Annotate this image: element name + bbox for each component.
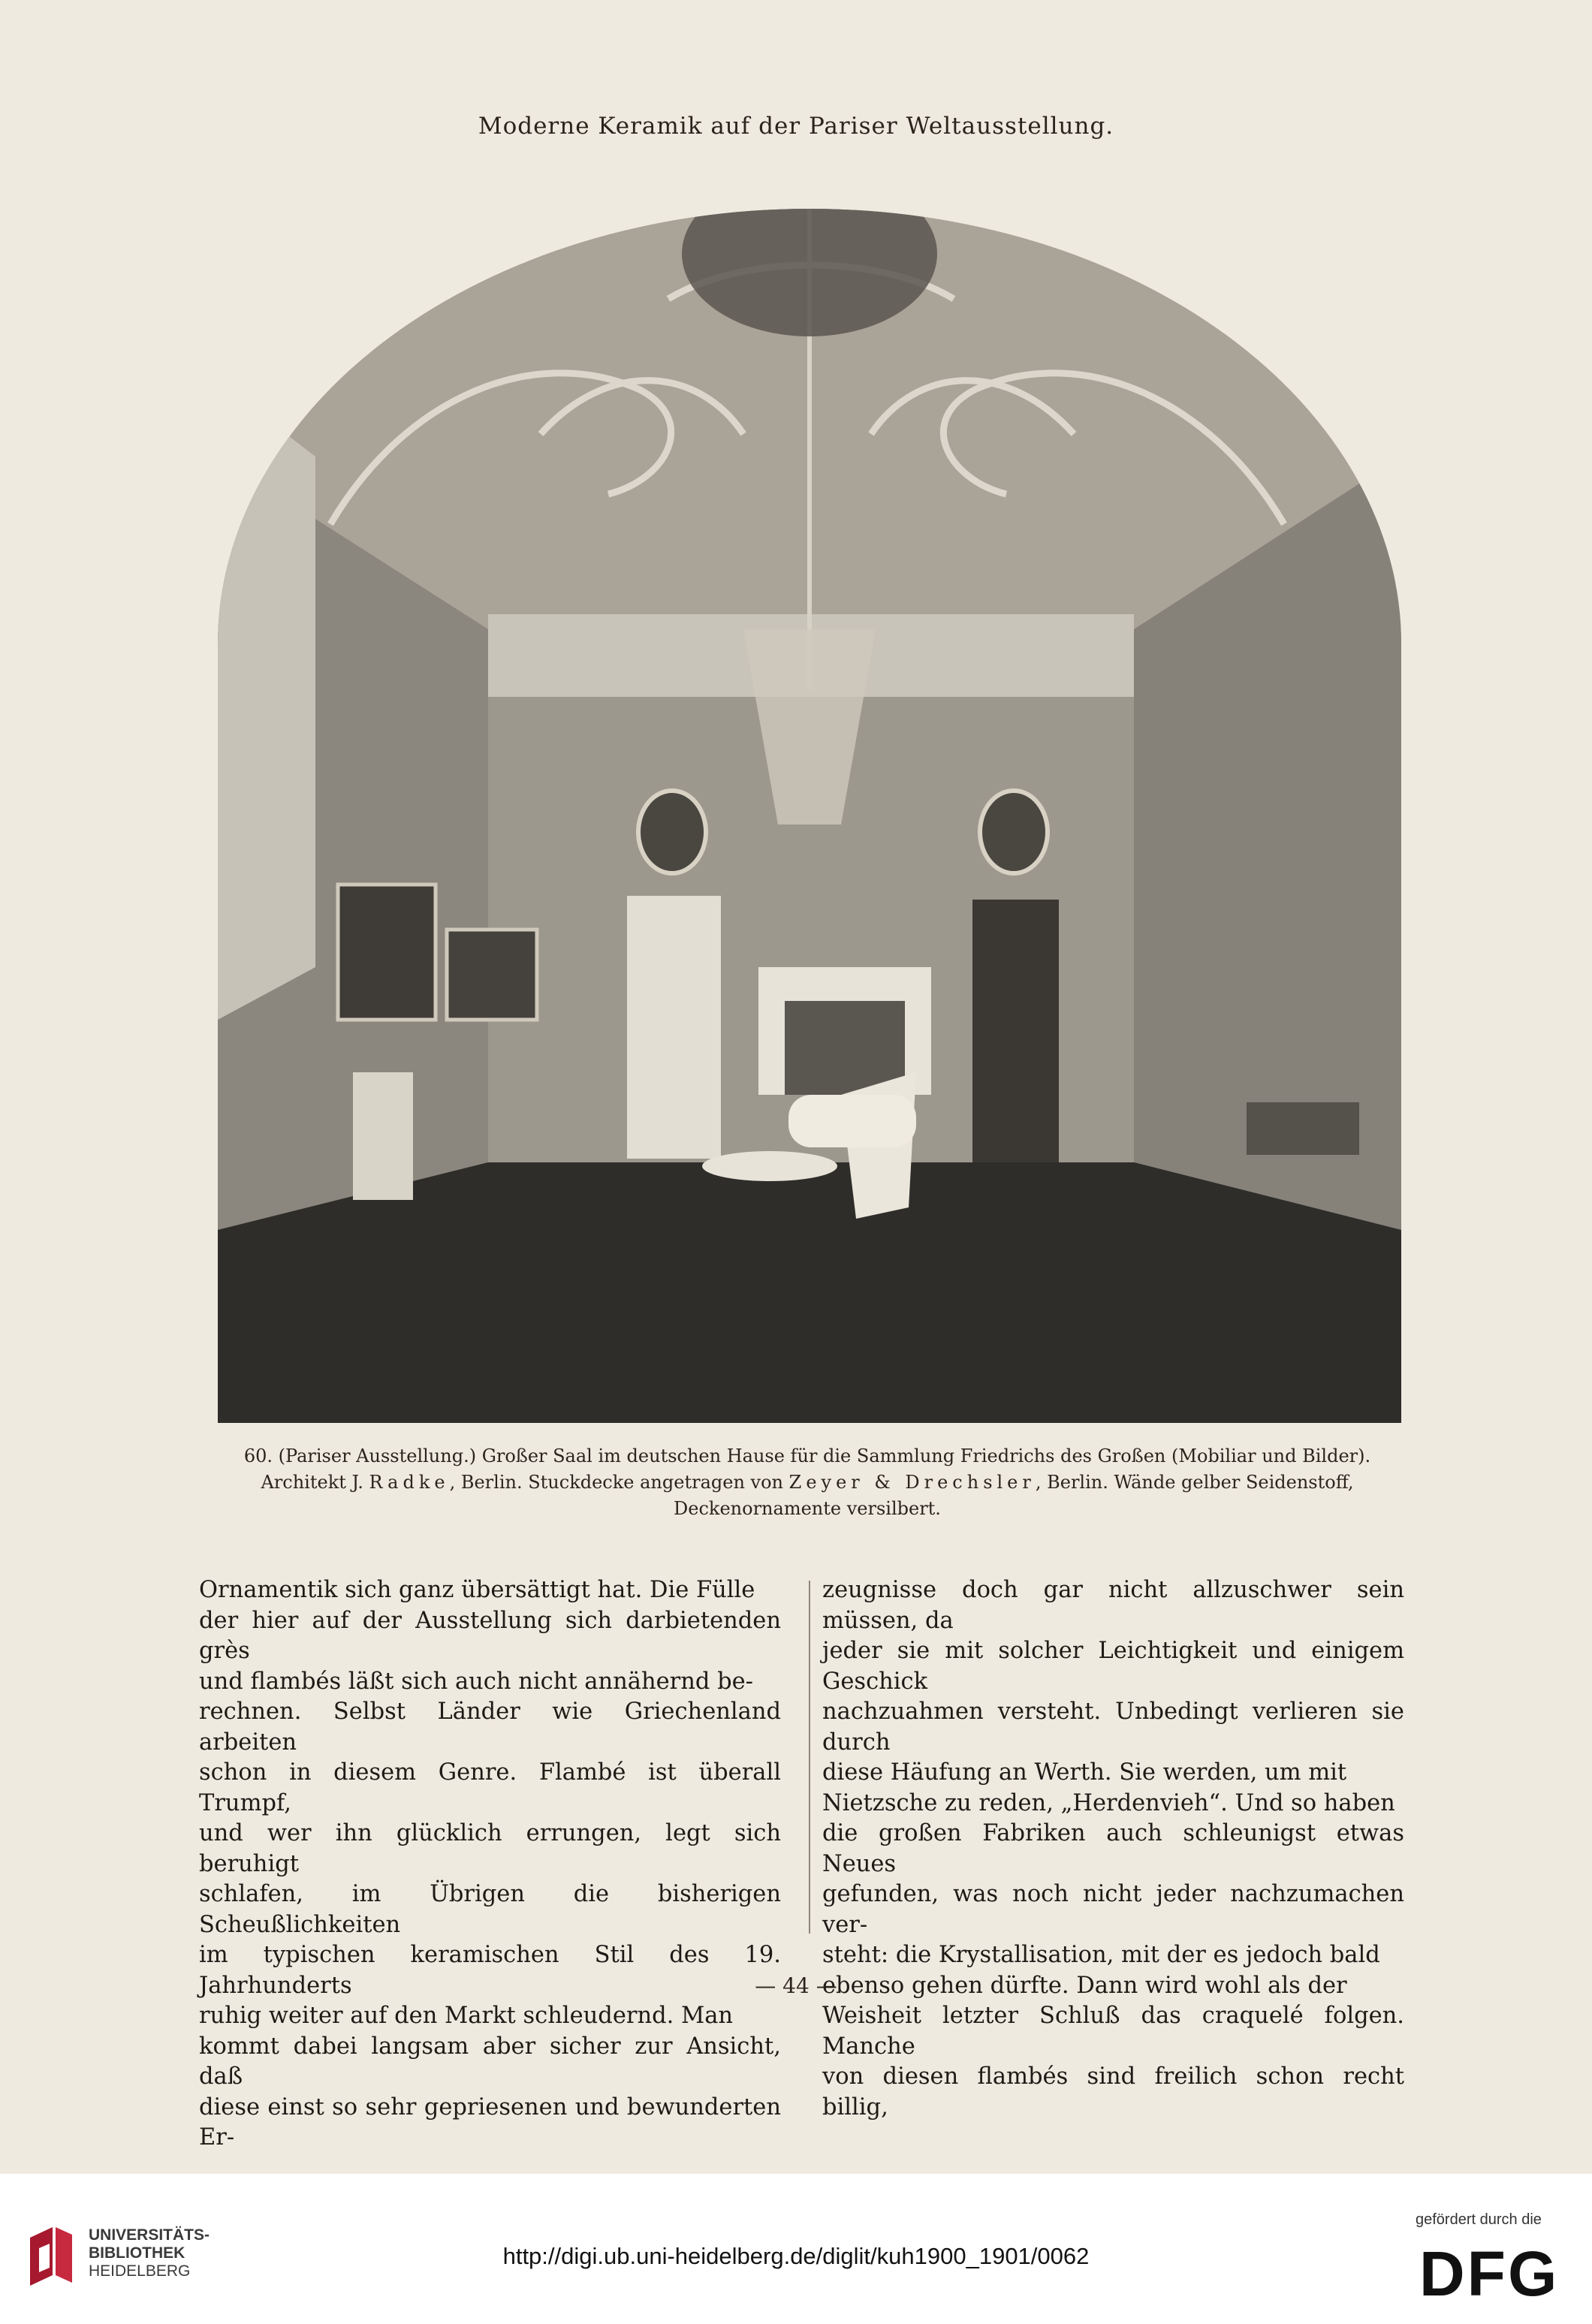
portrait-right bbox=[980, 791, 1048, 873]
painting-1 bbox=[338, 885, 436, 1020]
library-name bbox=[89, 2226, 210, 2280]
funding-note: gefördert durch die bbox=[1416, 2211, 1542, 2228]
text-line: Weisheit letzter Schluß das craquelé folgen. Manche bbox=[822, 2003, 1404, 2060]
text-line: diese Häufung an Werth. Sie werden, um mit bbox=[822, 1759, 1347, 1786]
armchair-left bbox=[353, 1072, 413, 1200]
library-logo-icon bbox=[23, 2223, 77, 2292]
text-line: rechnen. Selbst Länder wie Griechenland arbeiten bbox=[199, 1699, 781, 1756]
left-door bbox=[627, 896, 721, 1159]
text-line: steht: die Krystallisation, mit der es jedoch bald bbox=[822, 1942, 1380, 1968]
side-table bbox=[702, 1151, 837, 1181]
column-divider bbox=[809, 1581, 810, 1934]
running-title: Moderne Keramik auf der Pariser Weltausstellung. bbox=[478, 113, 1114, 140]
text-line: schlafen, im Übrigen die bisherigen Scheußlichkeiten bbox=[199, 1881, 781, 1938]
text-line: diese einst so sehr gepriesenen und bewunderten Er- bbox=[199, 2093, 781, 2151]
dfg-logo: DFG bbox=[1419, 2238, 1560, 2309]
hall-illustration bbox=[218, 209, 1401, 1423]
caption-line-1: 60. (Pariser Ausstellung.) Großer Saal im deutschen Hause für die Sammlung Friedrichs des Großen (Mobiliar und Bilder). bbox=[243, 1445, 1371, 1466]
portrait-left bbox=[638, 791, 706, 873]
caption-stucco-firm: Zeyer & Drechsler bbox=[788, 1472, 1036, 1493]
figure-caption bbox=[199, 1443, 1416, 1522]
photograph-grand-hall bbox=[218, 209, 1401, 1423]
text-line: im typischen keramischen Stil des 19. Jahrhunderts bbox=[199, 1942, 781, 1999]
left-window bbox=[218, 381, 315, 1020]
plant-stand bbox=[1247, 1102, 1359, 1155]
library-line-2: BIBLIOTHEK bbox=[89, 2244, 185, 2262]
floor bbox=[218, 1162, 1401, 1423]
text-line: nachzuahmen versteht. Unbedingt verlieren sie durch bbox=[822, 1699, 1404, 1756]
caption-walls-text: , Berlin. Wände gelber Seidenstoff, bbox=[1035, 1472, 1354, 1493]
text-column-left bbox=[199, 1575, 781, 2154]
library-line-1: UNIVERSITÄTS- bbox=[89, 2226, 210, 2244]
text-line: ruhig weiter auf den Markt schleudernd. Man bbox=[199, 2003, 734, 2029]
caption-line-3: Deckenornamente versilbert. bbox=[674, 1498, 941, 1519]
text-line: zeugnisse doch gar nicht allzuschwer sein müssen, da bbox=[822, 1577, 1404, 1634]
library-line-3: HEIDELBERG bbox=[89, 2262, 191, 2280]
caption-line-2 bbox=[199, 1469, 1416, 1496]
permalink-url[interactable]: http://digi.ub.uni-heidelberg.de/diglit/kuh1900_1901/0062 bbox=[502, 2243, 1090, 2269]
text-line: Ornamentik sich ganz übersättigt hat. Die Fülle bbox=[199, 1577, 755, 1603]
text-line: gefunden, was noch nicht jeder nachzumachen ver- bbox=[822, 1881, 1404, 1938]
text-line: und flambés läßt sich auch nicht annähernd be- bbox=[199, 1668, 753, 1695]
text-line: jeder sie mit solcher Leichtigkeit und einigem Geschick bbox=[822, 1638, 1404, 1695]
text-line: kommt dabei langsam aber sicher zur Ansicht, daß bbox=[199, 2033, 781, 2090]
painting-2 bbox=[447, 930, 537, 1020]
text-line: Nietzsche zu reden, „Herdenvieh“. Und so haben bbox=[822, 1789, 1395, 1816]
caption-architect-prefix: Architekt J. bbox=[261, 1472, 369, 1493]
text-line: die großen Fabriken auch schleunigst etwas Neues bbox=[822, 1820, 1404, 1877]
sofa bbox=[788, 1095, 916, 1147]
text-column-right bbox=[822, 1575, 1404, 2123]
caption-architect-name: Radke bbox=[369, 1472, 450, 1493]
text-line: und wer ihn glücklich errungen, legt sich beruhigt bbox=[199, 1820, 781, 1877]
right-doorway bbox=[972, 900, 1059, 1162]
text-line: von diesen flambés sind freilich schon recht billig, bbox=[822, 2063, 1404, 2121]
text-line: der hier auf der Ausstellung sich darbietenden grès bbox=[199, 1607, 781, 1664]
text-line: ebenso gehen dürfte. Dann wird wohl als der bbox=[822, 1972, 1347, 1999]
page-number: — 44 — bbox=[755, 1973, 837, 1998]
text-line: schon in diesem Genre. Flambé ist überall Trumpf, bbox=[199, 1759, 781, 1816]
caption-stucco-text: , Berlin. Stuckdecke angetragen von bbox=[449, 1472, 789, 1493]
digitization-footer bbox=[0, 2174, 1592, 2324]
fireplace-opening bbox=[785, 1001, 905, 1095]
